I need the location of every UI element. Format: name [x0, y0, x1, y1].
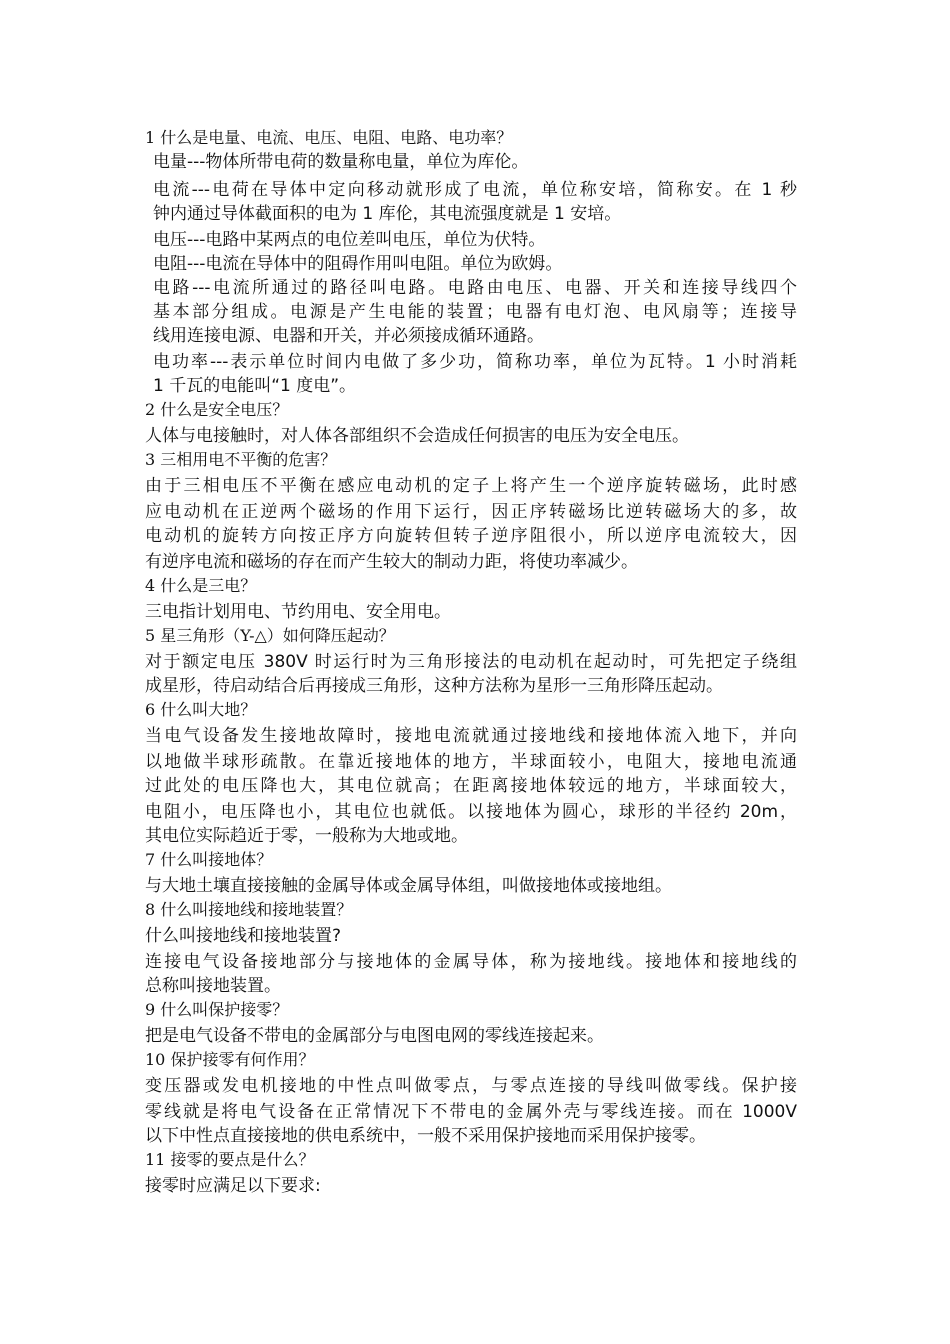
answer-line: 有逆序电流和磁场的存在而产生较大的制动力距，将使功率减少。	[145, 552, 638, 572]
question-heading: 3 三相用电不平衡的危害？	[145, 450, 337, 469]
question-heading: 7 什么叫接地体？	[145, 850, 273, 869]
answer-line: 人体与电接触时，对人体各部组织不会造成任何损害的电压为安全电压。	[145, 426, 689, 446]
answer-line: 当电气设备发生接地故障时，接地电流就通过接地线和接地体流入地下，并向	[145, 726, 797, 746]
question-heading: 9 什么叫保护接零？	[145, 1000, 289, 1019]
answer-line: 与大地土壤直接接触的金属导体或金属导体组，叫做接地体或接地组。	[145, 876, 672, 896]
answer-line: 连接电气设备接地部分与接地体的金属导体，称为接地线。接地体和接地线的	[145, 952, 797, 972]
answer-line: 三电指计划用电、节约用电、安全用电。	[145, 602, 451, 622]
question-heading: 5 星三角形（Y-△）如何降压起动？	[145, 626, 395, 645]
question-heading: 10 保护接零有何作用？	[145, 1050, 315, 1069]
answer-line: 钟内通过导体截面积的电为 1 库伦，其电流强度就是 1 安培。	[153, 204, 622, 224]
answer-line: 电压---电路中某两点的电位差叫电压，单位为伏特。	[153, 230, 546, 250]
answer-line: 什么叫接地线和接地装置?	[145, 926, 342, 946]
question-heading: 2 什么是安全电压？	[145, 400, 289, 419]
answer-line: 变压器或发电机接地的中性点叫做零点，与零点连接的导线叫做零线。保护接	[145, 1076, 797, 1096]
answer-line: 基本部分组成。电源是产生电能的装置；电器有电灯泡、电风扇等；连接导	[153, 302, 797, 322]
answer-line: 以地做半球形疏散。在靠近接地体的地方，半球面较小，电阻大，接地电流通	[145, 752, 797, 772]
answer-line: 对于额定电压 380V 时运行时为三角形接法的电动机在起动时，可先把定子绕组	[145, 652, 797, 672]
question-heading: 6 什么叫大地？	[145, 700, 257, 719]
answer-line: 成星形，待启动结合后再接成三角形，这种方法称为星形一三角形降压起动。	[145, 676, 723, 696]
question-heading: 1 什么是电量、电流、电压、电阻、电路、电功率？	[145, 128, 513, 147]
answer-line: 电阻小，电压降也小，其电位也就低。以接地体为圆心，球形的半径约 20m，	[145, 802, 797, 822]
answer-line: 电量---物体所带电荷的数量称电量，单位为库伦。	[153, 152, 529, 172]
question-heading: 4 什么是三电？	[145, 576, 257, 595]
answer-line: 线用连接电源、电器和开关，并必须接成循环通路。	[153, 326, 544, 346]
answer-line: 电功率---表示单位时间内电做了多少功，简称功率，单位为瓦特。1 小时消耗	[153, 352, 797, 372]
answer-line: 总称叫接地装置。	[145, 976, 281, 996]
answer-line: 零线就是将电气设备在正常情况下不带电的金属外壳与零线连接。而在 1000V	[145, 1102, 797, 1122]
answer-line: 1 千瓦的电能叫“1 度电”。	[153, 376, 357, 396]
answer-line: 应电动机在正逆两个磁场的作用下运行，因正序转磁场比逆转磁场大的多，故	[145, 502, 797, 522]
answer-line: 接零时应满足以下要求:	[145, 1176, 321, 1196]
question-heading: 8 什么叫接地线和接地装置？	[145, 900, 353, 919]
answer-line: 电路---电流所通过的路径叫电路。电路由电压、电器、开关和连接导线四个	[153, 278, 797, 298]
question-heading: 11 接零的要点是什么？	[145, 1150, 315, 1169]
answer-line: 其电位实际趋近于零，一般称为大地或地。	[145, 826, 468, 846]
answer-line: 电阻---电流在导体中的阻碍作用叫电阻。单位为欧姆。	[153, 254, 563, 274]
answer-line: 把是电气设备不带电的金属部分与电图电网的零线连接起来。	[145, 1026, 604, 1046]
answer-line: 过此处的电压降也大，其电位就高；在距离接地体较远的地方，半球面较大，	[145, 776, 797, 796]
answer-line: 以下中性点直接接地的供电系统中，一般不采用保护接地而采用保护接零。	[145, 1126, 706, 1146]
answer-line: 电动机的旋转方向按正序方向旋转但转子逆序阻很小，所以逆序电流较大，因	[145, 526, 797, 546]
answer-line: 电流---电荷在导体中定向移动就形成了电流，单位称安培，简称安。在 1 秒	[153, 180, 797, 200]
answer-line: 由于三相电压不平衡在感应电动机的定子上将产生一个逆序旋转磁场，此时感	[145, 476, 797, 496]
